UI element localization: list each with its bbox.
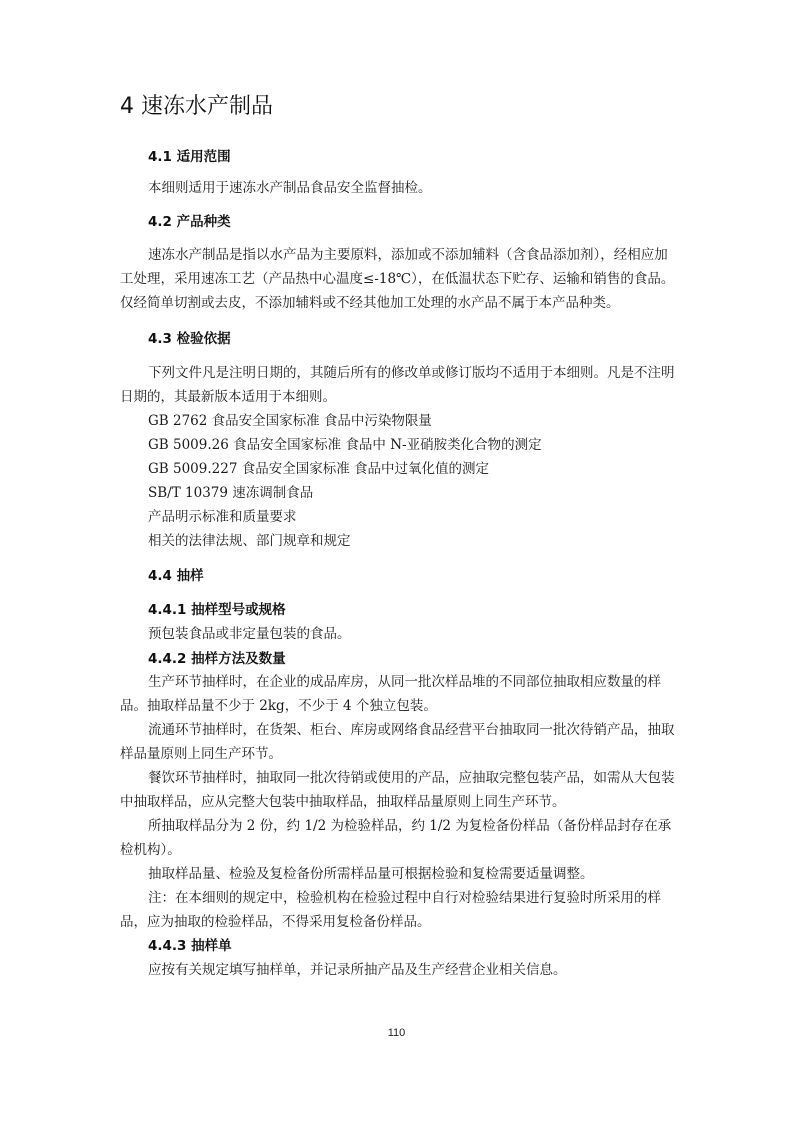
- reference-item: 相关的法律法规、部门规章和规定: [148, 533, 351, 549]
- paragraph-sample-adjust: 抽取样品量、检验及复检备份所需样品量可根据检验和复检需要适量调整。: [148, 866, 594, 882]
- reference-item: 产品明示标准和质量要求: [148, 509, 297, 525]
- heading-4-4-1: 4.4.1 抽样型号或规格: [148, 602, 286, 618]
- reference-item: GB 5009.26 食品安全国家标准 食品中 N-亚硝胺类化合物的测定: [148, 437, 542, 453]
- reference-item: GB 2762 食品安全国家标准 食品中污染物限量: [148, 413, 432, 429]
- reference-item: GB 5009.227 食品安全国家标准 食品中过氧化值的测定: [148, 461, 489, 477]
- section-title: 4 速冻水产制品: [120, 94, 273, 119]
- heading-4-2: 4.2 产品种类: [148, 214, 231, 230]
- heading-4-4-2: 4.4.2 抽样方法及数量: [148, 651, 286, 667]
- paragraph-sample-split: 所抽取样品分为 2 份，约 1/2 为检验样品，约 1/2 为复检备份样品（备份样品封存在承检机构）。: [120, 818, 672, 858]
- heading-4-1: 4.1 适用范围: [148, 149, 231, 165]
- heading-4-4-3: 4.4.3 抽样单: [148, 938, 232, 954]
- paragraph-circulation-sampling: 流通环节抽样时，在货架、柜台、库房或网络食品经营平台抽取同一批次待销产品，抽取样品量原则上同生产环节。: [120, 722, 675, 762]
- paragraph-production-sampling: 生产环节抽样时，在企业的成品库房，从同一批次样品堆的不同部位抽取相应数量的样品。抽取样品量不少于 2kg，不少于 4 个独立包装。: [120, 674, 661, 714]
- paragraph-catering-sampling: 餐饮环节抽样时，抽取同一批次待销或使用的产品，应抽取完整包装产品，如需从大包装中抽取样品，应从完整大包装中抽取样品，抽取样品量原则上同生产环节。: [120, 770, 675, 810]
- paragraph-basis-intro: 下列文件凡是注明日期的，其随后所有的修改单或修订版均不适用于本细则。凡是不注明日期的，其最新版本适用于本细则。: [120, 365, 675, 405]
- page-number: 110: [387, 1027, 406, 1039]
- paragraph-note: 注：在本细则的规定中，检验机构在检验过程中自行对检验结果进行复验时所采用的样品，应为抽取的检验样品，不得采用复检备份样品。: [120, 890, 661, 930]
- paragraph-product-types: 速冻水产制品是指以水产品为主要原料，添加或不添加辅料（含食品添加剂），经相应加工处理，采用速冻工艺（产品热中心温度≤-18℃），在低温状态下贮存、运输和销售的食品。仅经简单切割或去皮，不添加辅料或不经其他加工处理的水产品不属于本产品种类。: [120, 247, 675, 311]
- reference-item: SB/T 10379 速冻调制食品: [148, 485, 314, 501]
- paragraph-scope: 本细则适用于速冻水产制品食品安全监督抽检。: [148, 180, 432, 196]
- heading-4-3: 4.3 检验依据: [148, 331, 231, 347]
- paragraph-sampling-form: 应按有关规定填写抽样单，并记录所抽产品及生产经营企业相关信息。: [148, 962, 567, 978]
- heading-4-4: 4.4 抽样: [148, 568, 204, 584]
- paragraph-sample-spec: 预包装食品或非定量包装的食品。: [148, 626, 351, 642]
